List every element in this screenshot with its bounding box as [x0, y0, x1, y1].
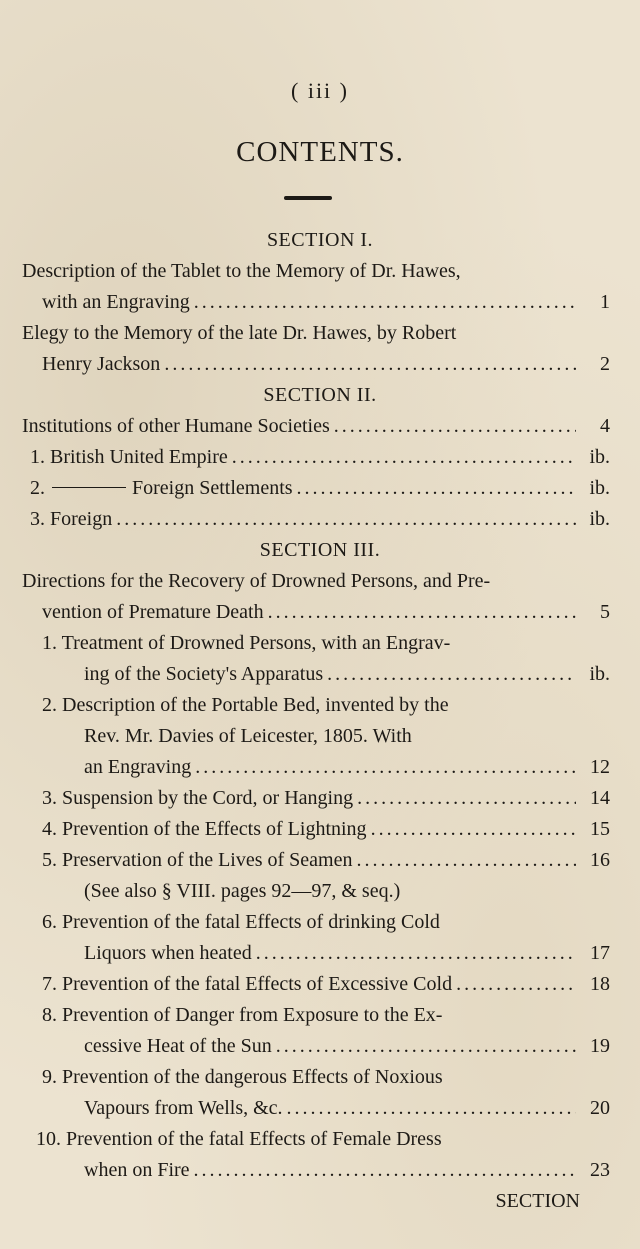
leader-dots	[356, 849, 576, 872]
toc-item-number: 2.	[42, 694, 57, 716]
toc-page-number: ib.	[589, 508, 610, 530]
leader-dots	[268, 601, 576, 624]
toc-entry	[22, 415, 610, 438]
toc-item-number: 3.	[30, 508, 45, 530]
leader-dots	[194, 1159, 576, 1182]
leader-dots	[456, 973, 576, 996]
leader-dots	[194, 291, 576, 314]
toc-entry-text: Henry Jackson	[42, 353, 161, 375]
toc-entry-text: with an Engraving	[42, 291, 190, 313]
toc-page-number: 16	[590, 849, 610, 871]
toc-entry	[30, 477, 610, 500]
toc-entry-text: British United Empire	[50, 446, 228, 468]
toc-entry	[84, 942, 610, 965]
toc-entry	[84, 1035, 610, 1058]
toc-page-number: 15	[590, 818, 610, 840]
contents-title: CONTENTS.	[236, 136, 404, 168]
catchword: SECTION	[495, 1190, 580, 1212]
toc-entry-text: Rev. Mr. Davies of Leicester, 1805. With	[84, 725, 412, 747]
toc-page-number: 14	[590, 787, 610, 809]
toc-item-number: 5.	[42, 849, 57, 871]
toc-entry	[42, 291, 610, 314]
toc-item-number: 10.	[36, 1128, 61, 1150]
toc-entry-text: Prevention of the fatal Effects of Female Dress	[66, 1128, 442, 1150]
leader-dots	[357, 787, 576, 810]
leader-dots	[276, 1035, 576, 1058]
toc-entry	[42, 973, 610, 996]
toc-item-number: 2.	[30, 477, 45, 499]
toc-entry	[42, 353, 610, 376]
toc-entry	[30, 446, 610, 469]
toc-entry-text: Directions for the Recovery of Drowned Persons, and Pre-	[22, 570, 491, 592]
toc-entry-text: Description of the Tablet to the Memory of Dr. Hawes,	[22, 260, 461, 282]
toc-entry-text: when on Fire	[84, 1159, 190, 1181]
toc-entry-text: Vapours from Wells, &c.	[84, 1097, 283, 1119]
leader-dots	[297, 477, 576, 500]
toc-entry-text	[42, 694, 449, 717]
toc-entry	[30, 508, 610, 531]
toc-entry-text	[42, 632, 450, 655]
toc-entry	[42, 849, 610, 872]
toc-entry-text: Prevention of the Effects of Lightning	[62, 818, 367, 840]
toc-item-number: 9.	[42, 1066, 57, 1088]
toc-entry-text	[36, 1128, 442, 1151]
toc-item-number: 6.	[42, 911, 57, 933]
toc-item-number: 8.	[42, 1004, 57, 1026]
leader-dots	[116, 508, 576, 531]
toc-entry-text	[42, 911, 440, 934]
toc-page-number: 18	[590, 973, 610, 995]
toc-item-number: 7.	[42, 973, 57, 995]
toc-page-number: 1	[600, 291, 610, 313]
leader-dots	[232, 446, 576, 469]
toc-item-number: 4.	[42, 818, 57, 840]
toc-item-number: 3.	[42, 787, 57, 809]
toc-entry-text: Institutions of other Humane Societies	[22, 415, 330, 437]
toc-entry	[84, 1159, 610, 1182]
toc-entry-text: Suspension by the Cord, or Hanging	[62, 787, 354, 809]
leader-dots	[334, 415, 576, 438]
toc-entry-text: Prevention of the fatal Effects of drinking Cold	[62, 911, 440, 933]
section-heading-2: SECTION II.	[263, 384, 377, 406]
toc-entry-text	[42, 1004, 442, 1027]
leader-dots	[164, 353, 576, 376]
section-heading-3: SECTION III.	[259, 539, 381, 561]
toc-page-number: 2	[600, 353, 610, 375]
toc-page-number: 5	[600, 601, 610, 623]
toc-entry-text: Foreign	[50, 508, 113, 530]
toc-page-number: ib.	[589, 446, 610, 468]
toc-entry-text: Description of the Portable Bed, invented by the	[62, 694, 449, 716]
toc-entry	[42, 787, 610, 810]
toc-page-number: 19	[590, 1035, 610, 1057]
toc-entry-text: Preservation of the Lives of Seamen	[62, 849, 353, 871]
toc-page-number: 17	[590, 942, 610, 964]
toc-page-number: 23	[590, 1159, 610, 1181]
toc-entry-text: ing of the Society's Apparatus	[84, 663, 324, 685]
toc-entry-text	[42, 1066, 443, 1089]
toc-entry-text: an Engraving	[84, 756, 192, 778]
toc-page-number: ib.	[589, 663, 610, 685]
toc-entry-text: Treatment of Drowned Persons, with an Engrav-	[61, 632, 451, 654]
toc-entry-text: Liquors when heated	[84, 942, 252, 964]
toc-note: (See also § VIII. pages 92—97, & seq.)	[84, 880, 401, 902]
toc-entry-text: Elegy to the Memory of the late Dr. Hawes, by Robert	[22, 322, 457, 344]
toc-item-number: 1.	[42, 632, 57, 654]
toc-entry	[84, 756, 610, 779]
section-heading-1: SECTION I.	[266, 229, 374, 251]
toc-entry	[84, 1097, 610, 1120]
toc-entry-text: Prevention of the dangerous Effects of Noxious	[62, 1066, 443, 1088]
leader-dots	[256, 942, 576, 965]
toc-entry	[42, 818, 610, 841]
page-number: ( iii )	[291, 78, 349, 103]
toc-page-number: 4	[600, 415, 610, 437]
toc-item-number: 1.	[30, 446, 45, 468]
ornamental-rule	[284, 196, 332, 200]
toc-entry-text: cessive Heat of the Sun	[84, 1035, 272, 1057]
toc-page-number: ib.	[589, 477, 610, 499]
leader-dots	[287, 1097, 576, 1120]
toc-entry-text: vention of Premature Death	[42, 601, 264, 623]
leader-dots	[371, 818, 576, 841]
toc-entry	[42, 601, 610, 624]
toc-entry-text: Prevention of the fatal Effects of Excessive Cold	[62, 973, 453, 995]
toc-entry-text: Prevention of Danger from Exposure to the Ex-	[62, 1004, 443, 1026]
ditto-dash	[52, 487, 126, 488]
leader-dots	[327, 663, 576, 686]
leader-dots	[195, 756, 576, 779]
toc-entry	[84, 663, 610, 686]
toc-entry-text: Foreign Settlements	[132, 477, 293, 499]
toc-page-number: 20	[590, 1097, 610, 1119]
toc-page-number: 12	[590, 756, 610, 778]
